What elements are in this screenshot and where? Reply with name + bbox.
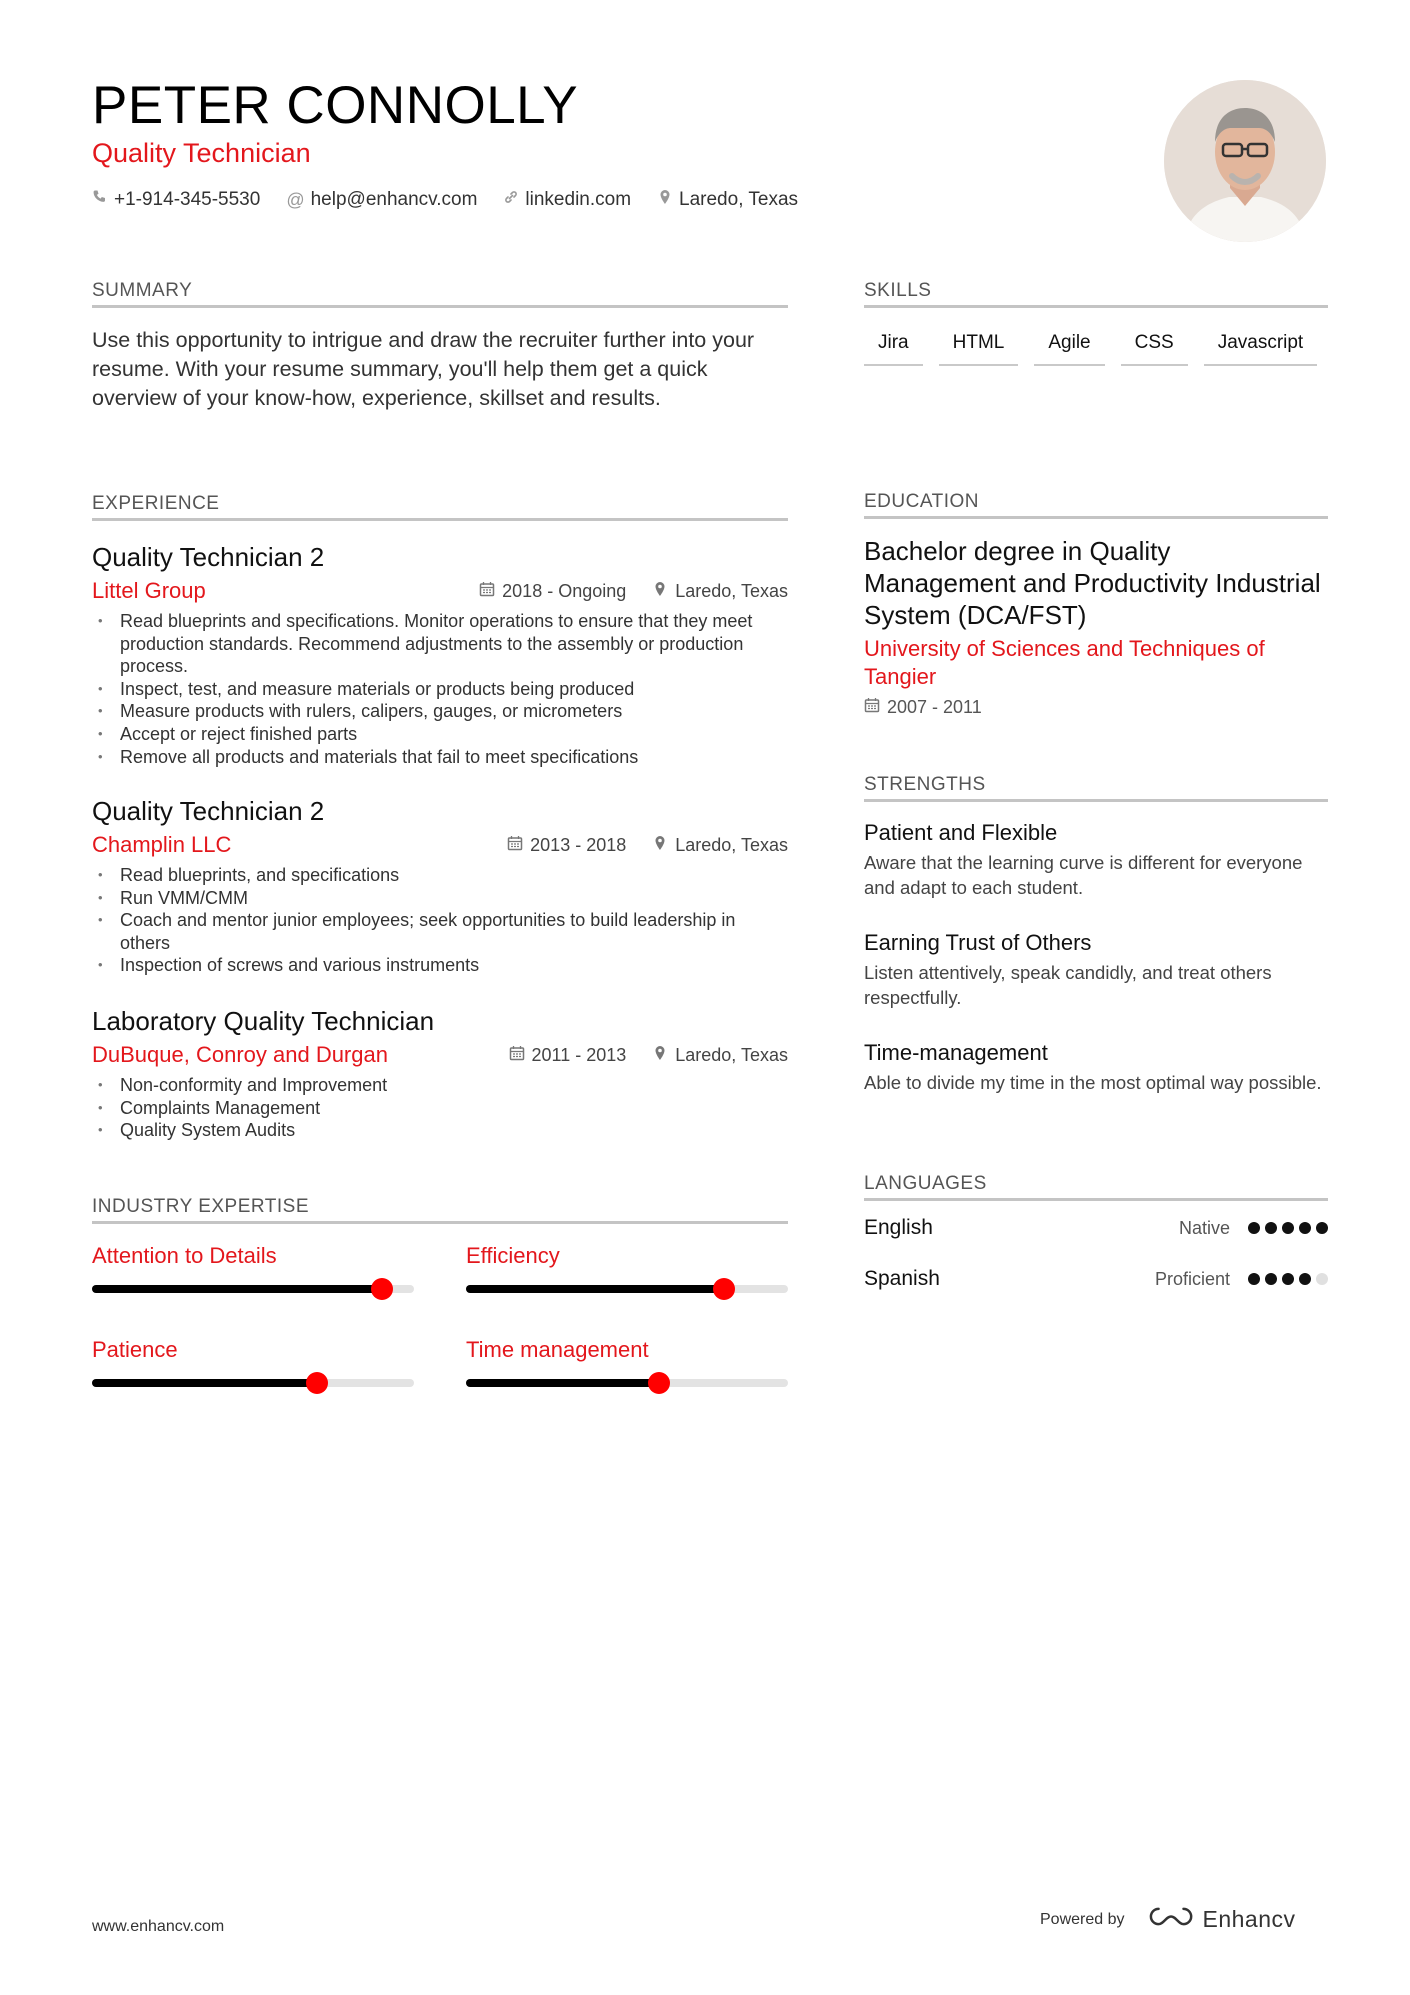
- expertise-bar: [92, 1379, 414, 1387]
- language-dots: [1248, 1273, 1328, 1285]
- strength-title: Patient and Flexible: [864, 820, 1058, 845]
- rating-dot: [1265, 1273, 1277, 1285]
- brand-logo[interactable]: [1149, 1905, 1296, 1934]
- list-item: • Read blueprints, and specifications: [92, 864, 788, 887]
- list-item: • Complaints Management: [92, 1097, 788, 1120]
- strength-item: [864, 928, 1328, 1010]
- experience-entry: [92, 794, 788, 977]
- company-name: DuBuque, Conroy and Durgan: [92, 1042, 388, 1067]
- company-name: Champlin LLC: [92, 832, 232, 857]
- contact-email[interactable]: [286, 186, 477, 214]
- contact-linkedin[interactable]: [503, 186, 631, 214]
- language-level: Proficient: [1154, 1268, 1230, 1289]
- languages-section: [864, 1171, 1328, 1201]
- summary-section: [92, 278, 788, 413]
- strength-title: Time-management: [864, 1040, 1048, 1065]
- list-item: • Read blueprints and specifications. Monitor operations to ensure that they meet production standards. Recommend adjustments to the assembly or production process.: [92, 610, 788, 678]
- experience-entry: [92, 540, 788, 768]
- education-dates-row: [864, 697, 1328, 718]
- location-pin-icon: [657, 186, 673, 214]
- expertise-fill: [466, 1285, 724, 1293]
- job-dates: 2013 - 2018: [530, 834, 627, 855]
- job-location: Laredo, Texas: [675, 580, 788, 601]
- expertise-bar: [466, 1285, 788, 1293]
- calendar-icon: [864, 697, 880, 718]
- expertise-item: [92, 1335, 414, 1387]
- strength-item: [864, 818, 1328, 900]
- expertise-bar: [466, 1379, 788, 1387]
- contact-row: [92, 186, 798, 214]
- candidate-name: PETER CONNOLLY: [92, 76, 579, 135]
- language-level: Native: [1178, 1217, 1230, 1238]
- at-icon: @: [286, 190, 305, 210]
- strength-desc: Listen attentively, speak candidly, and treat others respectfully.: [864, 962, 1272, 1008]
- linkedin-text: linkedin.com: [525, 189, 632, 210]
- footer-brand: [1040, 1905, 1296, 1934]
- expertise-fill: [92, 1379, 317, 1387]
- degree-title: Bachelor degree in Quality Management and Productivity Industrial System (DCA/FST): [864, 536, 1321, 630]
- language-row: [864, 1267, 1328, 1291]
- link-icon: [503, 186, 519, 214]
- strength-desc: Able to divide my time in the most optimal way possible.: [864, 1072, 1322, 1093]
- position-title: Quality Technician 2: [92, 796, 325, 826]
- rating-dot: [1299, 1273, 1311, 1285]
- strength-item: [864, 1038, 1328, 1096]
- education-heading: EDUCATION: [864, 489, 1328, 519]
- expertise-knob: [371, 1278, 393, 1300]
- powered-by-text: Powered by: [1040, 1910, 1125, 1928]
- strength-title: Earning Trust of Others: [864, 930, 1092, 955]
- experience-section: [92, 491, 788, 521]
- language-name: Spanish: [864, 1267, 940, 1290]
- rating-dot: [1316, 1222, 1328, 1234]
- rating-dot: [1282, 1273, 1294, 1285]
- company-name: Littel Group: [92, 578, 206, 603]
- job-location: Laredo, Texas: [675, 1044, 788, 1065]
- list-item: • Inspect, test, and measure materials or products being produced: [92, 678, 788, 701]
- job-location: Laredo, Texas: [675, 834, 788, 855]
- languages-heading: LANGUAGES: [864, 1171, 1328, 1201]
- list-item: • Accept or reject finished parts: [92, 723, 788, 746]
- language-dots: [1248, 1222, 1328, 1234]
- list-item: • Non-conformity and Improvement: [92, 1074, 788, 1097]
- expertise-heading: INDUSTRY EXPERTISE: [92, 1194, 788, 1224]
- skill-tag: CSS: [1121, 326, 1188, 366]
- position-title: Laboratory Quality Technician: [92, 1006, 435, 1036]
- profile-photo: [1164, 80, 1326, 242]
- experience-heading: EXPERIENCE: [92, 491, 788, 521]
- skill-tag: Javascript: [1204, 326, 1318, 366]
- job-dates: 2011 - 2013: [531, 1044, 627, 1065]
- expertise-label: Patience: [92, 1337, 178, 1362]
- expertise-knob: [306, 1372, 328, 1394]
- skill-tag: HTML: [939, 326, 1019, 366]
- skills-list: [864, 326, 1328, 366]
- list-item: • Remove all products and materials that fail to meet specifications: [92, 746, 788, 769]
- expertise-knob: [648, 1372, 670, 1394]
- avatar-icon: [1164, 80, 1326, 242]
- expertise-fill: [92, 1285, 382, 1293]
- job-bullets: [92, 610, 788, 768]
- strength-desc: Aware that the learning curve is different for everyone and adapt to each student.: [864, 852, 1303, 898]
- email-text: help@enhancv.com: [310, 189, 478, 210]
- contact-location: [657, 186, 798, 214]
- contact-phone[interactable]: [92, 186, 260, 214]
- expertise-section: [92, 1194, 788, 1224]
- location-pin-icon: [652, 835, 668, 856]
- list-item: • Quality System Audits: [92, 1119, 788, 1142]
- skills-heading: SKILLS: [864, 278, 1328, 308]
- phone-icon: [92, 186, 108, 214]
- job-title: Quality Technician: [92, 138, 311, 168]
- brand-name: Enhancv: [1202, 1906, 1296, 1932]
- calendar-icon: [509, 1045, 525, 1066]
- rating-dot: [1248, 1273, 1260, 1285]
- location-pin-icon: [652, 1045, 668, 1066]
- skill-tag: Agile: [1034, 326, 1104, 366]
- experience-entry: [92, 1004, 788, 1142]
- list-item: • Run VMM/CMM: [92, 887, 788, 910]
- expertise-knob: [713, 1278, 735, 1300]
- phone-text: +1-914-345-5530: [114, 189, 261, 210]
- summary-text: Use this opportunity to intrigue and draw the recruiter further into your resume. With your resume summary, you'll help them get a quick overview of your know-how, experience, skillset and results.: [92, 328, 755, 410]
- list-item: • Measure products with rulers, calipers, gauges, or micrometers: [92, 700, 788, 723]
- expertise-label: Attention to Details: [92, 1243, 277, 1268]
- expertise-fill: [466, 1379, 659, 1387]
- language-row: [864, 1216, 1328, 1240]
- calendar-icon: [479, 581, 495, 602]
- rating-dot: [1248, 1222, 1260, 1234]
- school-name: University of Sciences and Techniques of Tangier: [864, 636, 1265, 689]
- job-bullets: [92, 864, 788, 977]
- language-name: English: [864, 1216, 933, 1239]
- location-pin-icon: [652, 581, 668, 602]
- footer-website[interactable]: www.enhancv.com: [92, 1918, 225, 1935]
- rating-dot: [1265, 1222, 1277, 1234]
- expertise-bar: [92, 1285, 414, 1293]
- education-dates: 2007 - 2011: [887, 697, 982, 717]
- strengths-heading: STRENGTHS: [864, 772, 1328, 802]
- expertise-item: [466, 1241, 788, 1293]
- skill-tag: Jira: [864, 326, 923, 366]
- summary-heading: SUMMARY: [92, 278, 788, 308]
- list-item: • Inspection of screws and various instruments: [92, 954, 788, 977]
- list-item: • Coach and mentor junior employees; seek opportunities to build leadership in others: [92, 909, 788, 954]
- education-section: [864, 489, 1328, 718]
- position-title: Quality Technician 2: [92, 542, 325, 572]
- job-dates: 2018 - Ongoing: [502, 580, 627, 601]
- rating-dot: [1282, 1222, 1294, 1234]
- job-bullets: [92, 1074, 788, 1142]
- strengths-section: [864, 772, 1328, 1096]
- calendar-icon: [507, 835, 523, 856]
- rating-dot: [1316, 1273, 1328, 1285]
- expertise-item: [466, 1335, 788, 1387]
- location-text: Laredo, Texas: [679, 189, 799, 210]
- skills-section: [864, 278, 1328, 366]
- enhancv-logo-icon: [1149, 1905, 1195, 1934]
- expertise-label: Efficiency: [466, 1243, 560, 1268]
- rating-dot: [1299, 1222, 1311, 1234]
- expertise-label: Time management: [466, 1337, 649, 1362]
- expertise-item: [92, 1241, 414, 1293]
